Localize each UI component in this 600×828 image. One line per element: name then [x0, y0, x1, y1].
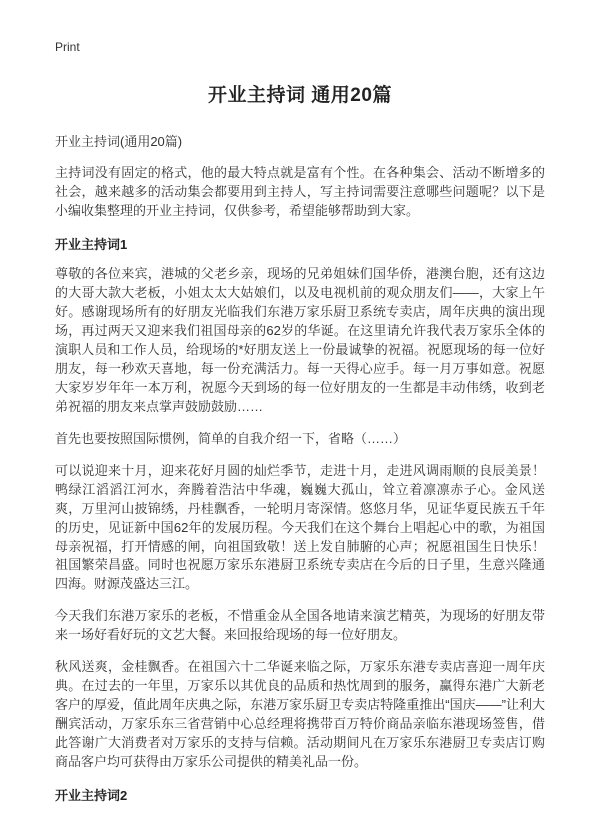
print-button[interactable]: Print: [55, 40, 80, 54]
paragraph: 秋风送爽，金桂飘香。在祖国六十二华诞来临之际，万家乐东港专卖店喜迎一周年庆典。在过去的一年里，万家乐以其优良的品质和热忱周到的服务，赢得东港广大新老客户的厚爱，值此周年庆典之际，东港万家乐厨卫专卖店特隆重推出“国庆——”让利大酬宾活动，万家乐东三省营销中心总经理将携带百万特价商品亲临东港现场签售，借此答谢广大消费者对万家乐的支持与信赖。活动期间凡在万家乐东港厨卫专卖店订购商品客户均可获得由万家乐公司提供的精美礼品一份。: [55, 659, 545, 770]
paragraph: 尊敬的各位来宾，港城的父老乡亲，现场的兄弟姐妹们国华侨，港澳台胞，还有这边的大哥大款大老板，小姐太太大姑娘们，以及电视机前的观众朋友们——，大家上午好。感谢现场所有的好朋友光临我们东港万家乐厨卫系统专卖店，周年庆典的演出现场，再过两天又迎来我们祖国母亲的62岁的华诞。在这里请允许我代表万家乐全体的演职人员和工作人员，给现场的*好朋友送上一份最诚挚的祝福。祝愿现场的每一位好朋友，每一秒欢天喜地，每一份充满活力。每一天得心应手。每一月万事如意。祝愿大家岁岁年年一本万利，祝愿今天到场的每一位好朋友的一生都是丰动伟绣，收到老弟祝福的朋友来点掌声鼓励鼓励……: [55, 265, 545, 414]
paragraph: 今天我们东港万家乐的老板，不惜重金从全国各地请来演艺精英，为现场的好朋友带来一场好看好玩的文艺大餐。来回报给现场的每一位好朋友。: [55, 608, 545, 643]
page-title: 开业主持词 通用20篇: [208, 85, 392, 106]
section-heading-1: 开业主持词1: [55, 236, 128, 252]
paragraph: 可以说迎来十月，迎来花好月圆的灿烂季节，走进十月，走进风调雨顺的良辰美景！鸭绿江滔滔江河水，奔腾着浩沽中华魂，巍巍大孤山，耸立着凛凛赤子心。金风送爽，万里河山披锦绣，丹桂飘香，一轮明月寄深情。悠悠月华，见证华夏民族五千年的历史，见证新中国62年的发展历程。今天我们在这个舞台上唱起心中的歌，为祖国母亲祝福，打开情感的闸，向祖国致敬！送上发自肺腑的心声；祝愿祖国生日快乐！祖国繁荣昌盛。同时也祝愿万家乐东港厨卫系统专卖店在今后的日子里，生意兴隆通四海。财源茂盛达三江。: [55, 462, 545, 592]
paragraph: 首先也要按照国际惯例，简单的自我介绍一下，省略（……）: [55, 430, 407, 446]
document-subtitle: 开业主持词(通用20篇): [55, 134, 183, 149]
intro-paragraph: 主持词没有固定的格式，他的最大特点就是富有个性。在各种集会、活动不断增多的社会，越来越多的活动集会都要用到主持人，写主持词需要注意哪些问题呢？以下是小编收集整理的开业主持词，仅供参考，希望能够帮助到大家。: [55, 165, 545, 218]
section-heading-2: 开业主持词2: [55, 788, 128, 804]
